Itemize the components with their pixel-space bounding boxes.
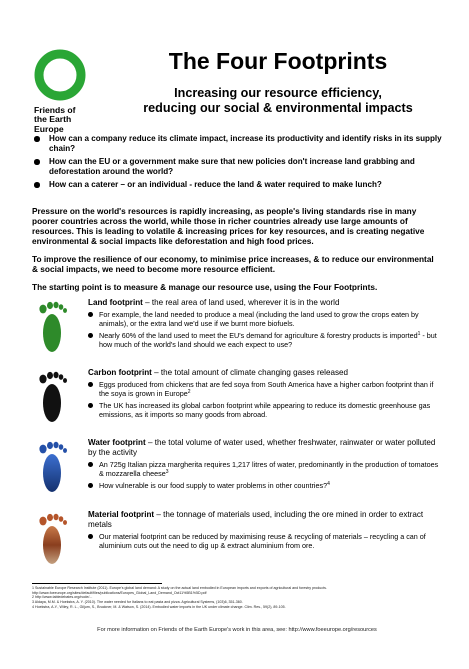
water-footprint-title: Water footprint <box>88 438 146 447</box>
carbon-footprint-title: Carbon footprint <box>88 368 152 377</box>
material-footprint-bullets <box>88 532 444 550</box>
green-footprint-icon <box>32 298 76 356</box>
land-footprint-bullets <box>88 310 444 349</box>
bullet-item <box>88 380 444 398</box>
page-title: The Four Footprints <box>168 48 388 74</box>
water-footprint-desc: – the total volume of water used, whether freshwater, rainwater or water polluted by the activity <box>88 438 436 457</box>
brown-footprint-icon <box>32 510 76 568</box>
carbon-footprint-desc: – the total amount of climate changing gases released <box>151 368 349 377</box>
carbon-footprint-heading <box>88 368 444 378</box>
question-item: How can a caterer – or an individual - reduce the land & water required to make lunch? <box>32 180 442 190</box>
footnotes <box>32 586 452 610</box>
footnote-line: 1 Sustainable Europe Research Institute (2011). Europe's global land demand: A study on the actual land embodied in European imports and exports of agricultural and forestry products. <box>32 586 327 590</box>
material-footprint-title: Material footprint <box>88 510 155 519</box>
intro-paragraph: Pressure on the world's resources is rapidly increasing, as people's living standards rise in many poorer countries across the world, while those in richer countries already use large amounts of resources. This is leading to volatile & increasing prices for key resources, and is creating negative environmental & social impacts like deforestation and high food prices. <box>32 206 425 247</box>
land-footprint-desc: – the real area of land used, wherever it is in the world <box>142 298 340 307</box>
bullet-text-tail: - but how much of the world's land should we each expect to use? <box>99 331 437 349</box>
bullet-text: Nearly 60% of the land used to meet the EU's demand for agriculture & forestry products is imported <box>99 331 418 340</box>
bullet-text: Our material footprint can be reduced by maximising reuse & recycling of materials – recycling a can of aluminium cuts out the need to dig up & extract aluminium from ore. <box>99 532 426 550</box>
water-footprint-heading <box>88 438 444 458</box>
subtitle-line-1: Increasing our resource efficiency, <box>174 86 382 100</box>
bullet-item <box>88 481 444 490</box>
question-list <box>32 134 442 193</box>
bullet-item <box>88 331 444 349</box>
footer-more-info[interactable]: For more information on Friends of the Earth Europe's work in this area, see: http://www.foeeurope.org/resources <box>97 627 377 633</box>
carbon-footprint-bullets <box>88 380 444 419</box>
footnote-divider <box>32 583 162 584</box>
bullet-text: The UK has increased its global carbon footprint while appearing to reduce its domestic greenhouse gas emissions, as it imports so many goods from abroad. <box>99 401 431 419</box>
footnote-ref: 4 <box>327 481 330 487</box>
logo-ring-icon <box>33 48 87 102</box>
black-footprint-icon <box>32 368 76 426</box>
bullet-text: How vulnerable is our food supply to water problems in other countries? <box>99 481 328 490</box>
water-footprint-bullets <box>88 460 444 490</box>
bullet-item <box>88 460 444 478</box>
subtitle-line-2: reducing our social & environmental impacts <box>143 101 413 115</box>
footnote-line: 3 Aldaya, M.M. & Hoekstra, A. Y. (2010). The water needed for Italians to eat pasta and pizza. Agricultural Systems, (103)6, 351-360. <box>32 600 243 605</box>
bullet-text: For example, the land needed to produce a meal (including the land used to grow the crops eaten by animals), or the extra land we'd use if we burnt more biofuels. <box>99 310 419 328</box>
question-item: How can a company reduce its climate impact, increase its productivity and identify risks in its supply chain? <box>32 134 442 154</box>
resilience-paragraph: To improve the resilience of our economy, to minimise price increases, & to reduce our environmental & social impacts, we need to become more resource efficient. <box>32 254 434 275</box>
land-footprint-title: Land footprint <box>88 298 143 307</box>
bullet-item <box>88 401 444 419</box>
footnote-ref: 2 <box>187 389 191 395</box>
footnote-line[interactable]: http://www.foeeurope.org/sites/default/files/publications/Europes_Global_Land_Demand_Oct11%5B1%5D.pdf <box>32 590 207 595</box>
blue-footprint-icon <box>32 438 76 496</box>
footnote-ref: 3 <box>165 469 169 475</box>
logo-text: Friends of the Earth Europe <box>34 105 76 134</box>
footnote-line: 4 Hoekstra, A.Y., Wiley, R. L., Giljum, S., Bruckner, M. & Watson, S. (2014). Embodied water imports in the UK under climate change. Clim. Res., 59(2), 89-105. <box>32 604 286 609</box>
bullet-item <box>88 532 444 550</box>
land-footprint-heading <box>88 298 444 308</box>
material-footprint-heading <box>88 510 444 530</box>
question-item: How can the EU or a government make sure that new policies don't increase land grabbing and deforestation around the world? <box>32 157 442 177</box>
bullet-text: An 725g Italian pizza margherita requires 1,217 litres of water, predominantly in the production of tomatoes & mozzarella cheese <box>99 460 439 478</box>
material-footprint-desc: – the tonnage of materials used, including the ore mined in order to extract metals <box>88 510 424 529</box>
footnote-line[interactable]: 2 http://www.tabledebates.org/node/... <box>32 595 93 600</box>
bullet-item <box>88 310 444 328</box>
bullet-text: Eggs produced from chickens that are fed soya from South America have a higher carbon footprint than if the soya is grown in Europe <box>99 380 434 398</box>
page-subtitle <box>108 86 448 116</box>
starting-point-paragraph: The starting point is to measure & manage our resource use, using the Four Footprints. <box>32 282 378 292</box>
footnote-ref: 1 <box>417 331 421 337</box>
